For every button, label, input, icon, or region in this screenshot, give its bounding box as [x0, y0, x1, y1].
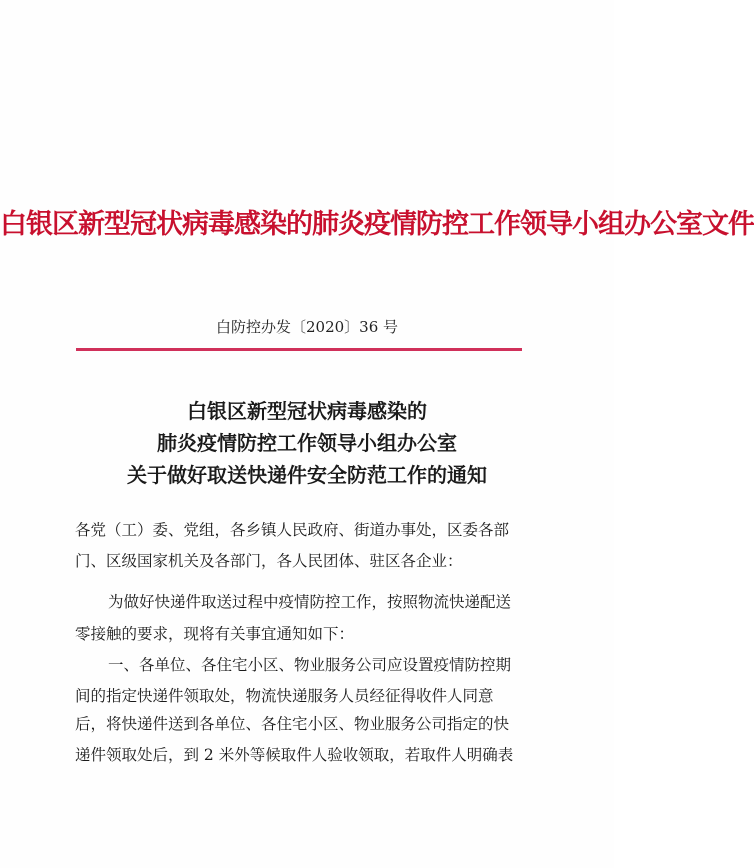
body-line: 间的指定快递件领取处，物流快递服务人员经征得收件人同意: [75, 687, 494, 705]
body-line: 一、各单位、各住宅小区、物业服务公司应设置疫情防控期: [108, 656, 512, 674]
notice-title-line-3: 关于做好取送快递件安全防范工作的通知: [127, 463, 487, 487]
document-number: 白防控办发〔2020〕36 号: [215, 318, 399, 336]
body-line: 递件领取处后，到 2 米外等候取件人验收领取，若取件人明确表: [75, 746, 514, 764]
body-line: 零接触的要求，现将有关事宜通知如下：: [75, 625, 355, 643]
body-line: 门、区级国家机关及各部门，各人民团体、驻区各企业：: [75, 552, 463, 570]
document-header-title: 白银区新型冠状病毒感染的肺炎疫情防控工作领导小组办公室文件: [0, 209, 754, 240]
red-divider-line: [76, 348, 522, 351]
notice-title-line-1: 白银区新型冠状病毒感染的: [187, 399, 427, 423]
body-line: 各党（工）委、党组，各乡镇人民政府、街道办事处，区委各部: [75, 521, 510, 539]
body-line: 为做好快递件取送过程中疫情防控工作，按照物流快递配送: [108, 593, 512, 611]
notice-title-line-2: 肺炎疫情防控工作领导小组办公室: [157, 431, 457, 455]
body-line: 后，将快递件送到各单位、各住宅小区、物业服务公司指定的快: [75, 715, 510, 733]
